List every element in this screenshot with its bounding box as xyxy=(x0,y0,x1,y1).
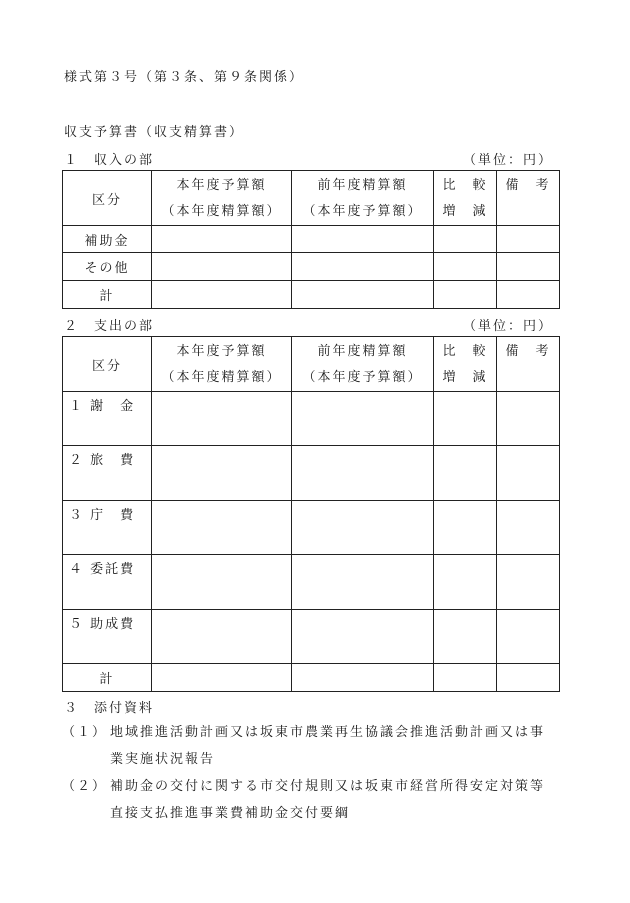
table-cell[interactable] xyxy=(292,555,434,610)
row-label-office: ３ 庁 費 xyxy=(63,501,152,555)
table-row xyxy=(63,664,560,692)
table-cell[interactable] xyxy=(152,226,292,253)
income-header-row xyxy=(63,171,560,226)
table-cell[interactable] xyxy=(434,555,497,610)
table-row xyxy=(63,555,560,610)
row-label-subsidy: 補助金 xyxy=(63,226,152,253)
table-cell[interactable] xyxy=(497,253,560,281)
table-cell[interactable] xyxy=(497,555,560,610)
table-row xyxy=(63,610,560,664)
table-cell[interactable] xyxy=(292,664,434,692)
row-label-honorarium: １ 謝 金 xyxy=(63,392,152,446)
table-cell[interactable] xyxy=(292,392,434,446)
header-comparison: 比 較 増 減 xyxy=(434,171,497,226)
table-cell[interactable] xyxy=(152,610,292,664)
header-comparison: 比 較 増 減 xyxy=(434,337,497,392)
table-cell[interactable] xyxy=(292,501,434,555)
table-cell[interactable] xyxy=(497,501,560,555)
table-row xyxy=(63,501,560,555)
header-remarks: 備 考 xyxy=(497,337,560,392)
table-cell[interactable] xyxy=(434,610,497,664)
header-category: 区分 xyxy=(63,337,152,392)
table-row xyxy=(63,392,560,446)
table-cell[interactable] xyxy=(434,446,497,501)
header-previous-settlement: 前年度精算額 （本年度予算額） xyxy=(292,337,434,392)
table-cell[interactable] xyxy=(434,281,497,309)
table-cell[interactable] xyxy=(292,446,434,501)
table-cell[interactable] xyxy=(152,281,292,309)
table-cell[interactable] xyxy=(434,664,497,692)
header-previous-settlement: 前年度精算額 （本年度予算額） xyxy=(292,171,434,226)
table-cell[interactable] xyxy=(497,281,560,309)
table-cell[interactable] xyxy=(434,253,497,281)
row-label-total: 計 xyxy=(63,281,152,309)
income-unit: （単位：円） xyxy=(463,153,554,168)
row-label-total: 計 xyxy=(63,664,152,692)
row-label-travel: ２ 旅 費 xyxy=(63,446,152,501)
attachment-item-2-number: （２） xyxy=(62,779,108,794)
attachment-item-1: 地域推進活動計画又は坂東市農業再生協議会推進活動計画又は事 業実施状況報告 xyxy=(110,725,546,767)
table-cell[interactable] xyxy=(497,392,560,446)
row-label-consignment: ４ 委託費 xyxy=(63,555,152,610)
table-cell[interactable] xyxy=(497,446,560,501)
header-current-budget: 本年度予算額 （本年度精算額） xyxy=(152,171,292,226)
expense-table xyxy=(62,336,560,692)
table-cell[interactable] xyxy=(152,446,292,501)
table-cell[interactable] xyxy=(292,253,434,281)
table-row xyxy=(63,226,560,253)
table-cell[interactable] xyxy=(152,253,292,281)
table-cell[interactable] xyxy=(152,555,292,610)
expense-header-row xyxy=(63,337,560,392)
table-cell[interactable] xyxy=(497,610,560,664)
header-remarks: 備 考 xyxy=(497,171,560,226)
attachments-heading: ３ 添付資料 xyxy=(64,701,155,716)
table-cell[interactable] xyxy=(292,226,434,253)
expense-heading: ２ 支出の部 xyxy=(64,319,155,334)
income-heading: １ 収入の部 xyxy=(64,153,155,168)
table-cell[interactable] xyxy=(434,226,497,253)
header-category: 区分 xyxy=(63,171,152,226)
table-cell[interactable] xyxy=(152,501,292,555)
table-cell[interactable] xyxy=(497,664,560,692)
header-current-budget: 本年度予算額 （本年度精算額） xyxy=(152,337,292,392)
table-row xyxy=(63,281,560,309)
table-cell[interactable] xyxy=(434,392,497,446)
attachment-item-1-number: （１） xyxy=(62,725,108,740)
expense-unit: （単位：円） xyxy=(463,319,554,334)
table-row xyxy=(63,253,560,281)
table-cell[interactable] xyxy=(497,226,560,253)
table-cell[interactable] xyxy=(434,501,497,555)
row-label-grant: ５ 助成費 xyxy=(63,610,152,664)
document-title: 収支予算書（収支精算書） xyxy=(64,125,245,140)
income-table xyxy=(62,170,560,309)
table-cell[interactable] xyxy=(152,664,292,692)
table-row xyxy=(63,446,560,501)
table-cell[interactable] xyxy=(292,281,434,309)
row-label-other: その他 xyxy=(63,253,152,281)
attachment-item-2: 補助金の交付に関する市交付規則又は坂東市経営所得安定対策等 直接支払推進事業費補助金交付要綱 xyxy=(110,779,546,821)
table-cell[interactable] xyxy=(152,392,292,446)
table-cell[interactable] xyxy=(292,610,434,664)
form-number: 様式第３号（第３条、第９条関係） xyxy=(64,70,305,85)
